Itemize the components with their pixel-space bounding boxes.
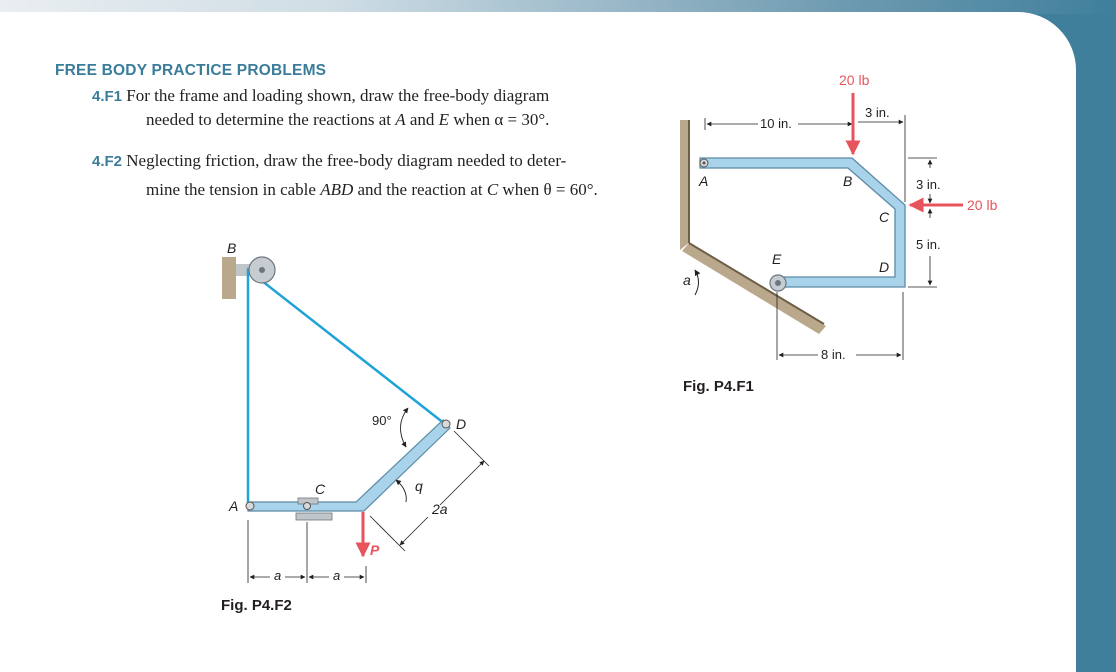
angle-arc: [695, 270, 699, 295]
dim-3in-right: 3 in.: [916, 177, 941, 192]
text: and the reaction at: [353, 180, 487, 199]
cable-ABD: [248, 270, 445, 505]
text-A: A: [395, 110, 406, 129]
caption-p4f2: Fig. P4.F2: [221, 597, 292, 614]
load-side-label: 20 lb: [967, 197, 998, 213]
pin-A: [246, 502, 254, 510]
problem-number: 4.F1: [92, 88, 123, 105]
text: when θ = 60°.: [498, 180, 598, 199]
label-P: P: [370, 542, 380, 558]
text: when α = 30°.: [449, 110, 550, 129]
inclined-support: [682, 243, 826, 334]
label-D: D: [879, 259, 890, 275]
dim-3in-top: 3 in.: [865, 105, 890, 120]
roller-E-center: [775, 280, 781, 286]
text: mine the tension in cable: [146, 180, 321, 199]
dim-2a: 2a: [432, 501, 448, 517]
label-E: E: [772, 251, 782, 267]
text-ABD: ABD: [320, 180, 354, 199]
label-D: D: [456, 416, 467, 432]
label-B: B: [843, 173, 853, 189]
label-C: C: [315, 481, 326, 497]
label-A: A: [699, 173, 709, 189]
pin-C: [304, 503, 311, 510]
problem-text: Neglecting friction, draw the free-body diagram needed to deter-: [126, 151, 567, 170]
dim-line: [440, 461, 484, 505]
pulley-B-center: [259, 267, 265, 273]
angle-90-arc: [400, 408, 408, 447]
dim-a2: a: [333, 568, 341, 583]
member-ACD: [248, 420, 450, 511]
fig-p4f1: [680, 72, 998, 395]
problem-text: For the frame and loading shown, draw the free-body diagram: [126, 86, 550, 105]
dim-10in: 10 in.: [760, 116, 792, 131]
wall-B: [222, 257, 236, 299]
caption-p4f1: Fig. P4.F1: [683, 378, 754, 395]
support-C-base: [296, 513, 332, 520]
pin-A-center: [703, 162, 706, 165]
label-B: B: [227, 240, 237, 256]
dim-line: [400, 517, 428, 545]
load-top-label: 20 lb: [839, 72, 870, 88]
text: needed to determine the reactions at: [146, 110, 396, 129]
angle-90: 90°: [372, 413, 392, 428]
dim-a1: a: [274, 568, 282, 583]
text: and: [405, 110, 439, 129]
fig-p4f2: [221, 240, 489, 614]
section-heading: FREE BODY PRACTICE PROBLEMS: [55, 62, 327, 79]
pin-D: [442, 420, 450, 428]
text-E: E: [438, 110, 450, 129]
dim-5in: 5 in.: [916, 237, 941, 252]
label-C: C: [879, 209, 890, 225]
text-C: C: [486, 180, 499, 199]
label-theta: q: [415, 478, 423, 494]
problem-number: 4.F2: [92, 153, 123, 170]
theta-arc: [396, 480, 406, 502]
label-alpha: a: [683, 272, 691, 288]
label-A: A: [229, 498, 239, 514]
dim-8in: 8 in.: [821, 347, 846, 362]
